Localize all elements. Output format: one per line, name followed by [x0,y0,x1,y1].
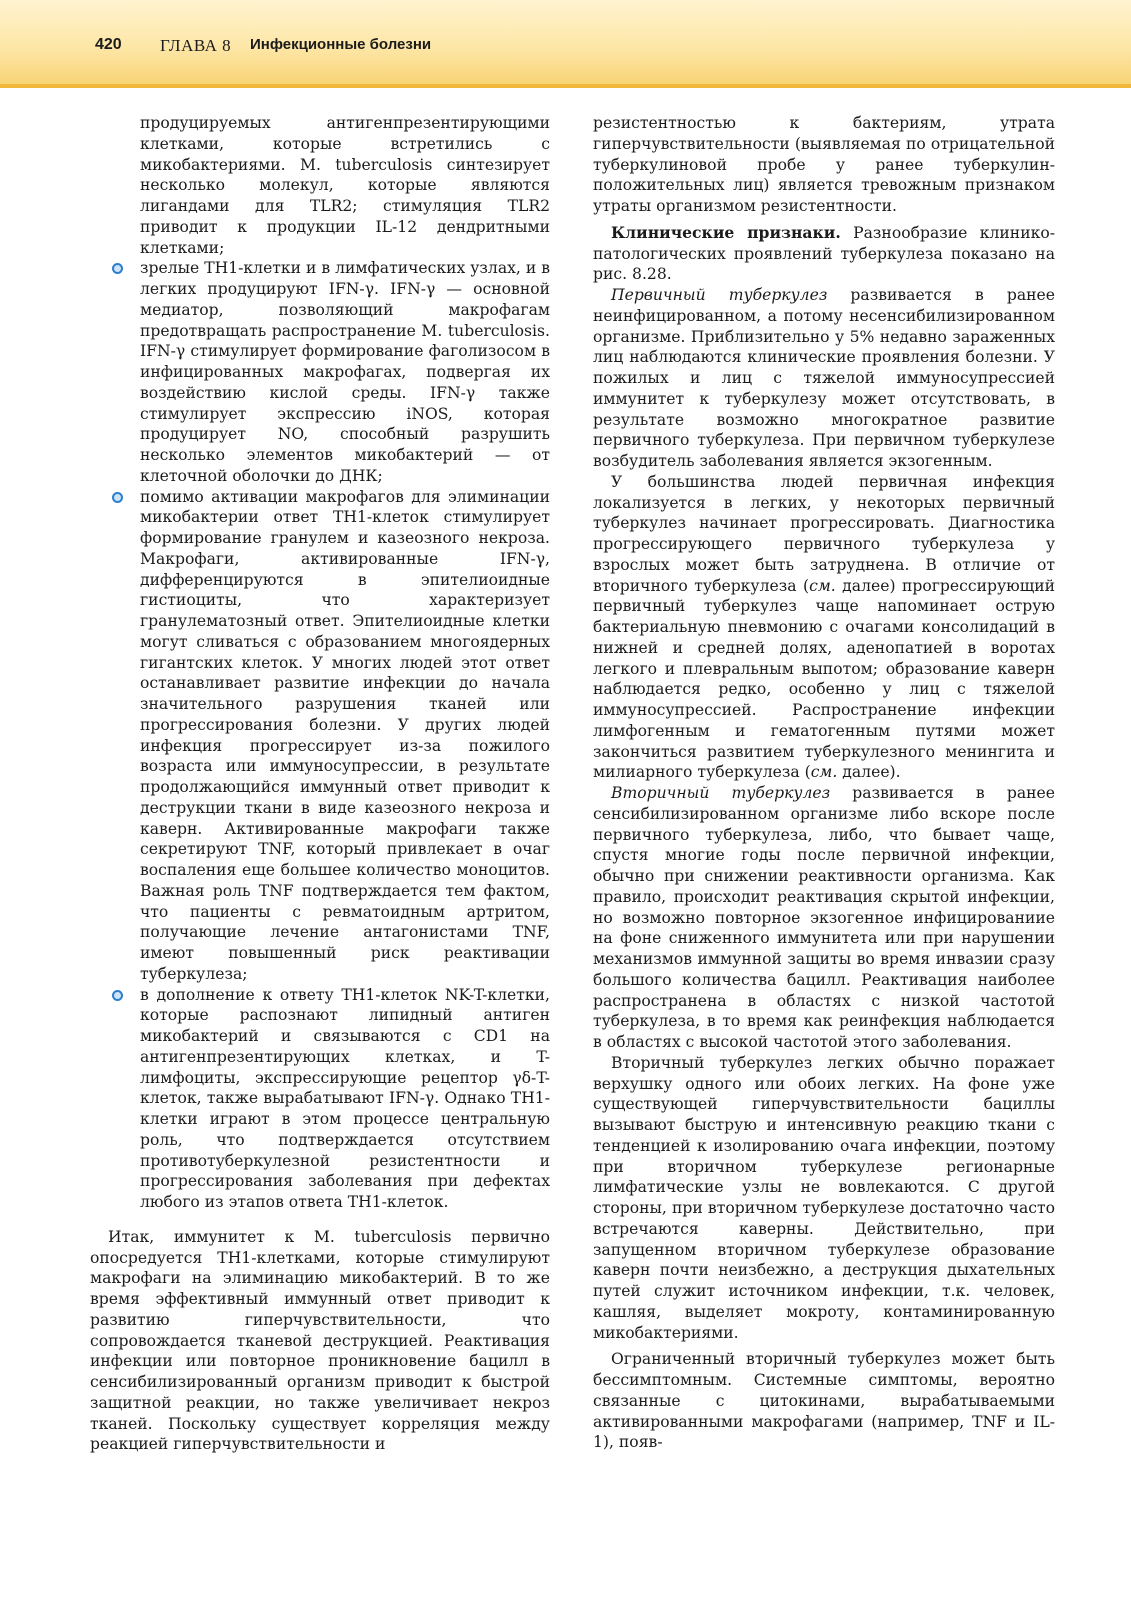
list-item [90,487,550,985]
bullet-icon [112,492,123,503]
continuation-paragraph: резистентностью к бактериям, утрата гиперчувствительности (выявляемая по отрицательной туберкулиновой пробе у ранее туберкулин-положительных лиц) является тревожным признаком утраты организмом резистентности. [593,114,1055,215]
page-number: 420 [95,36,122,53]
list-item-text: помимо активации макрофагов для элиминации микобактерии ответ TH1-клеток стимулирует формирование гранулем и казеозного некроза. Макрофаги, активированные IFN-γ, дифференцируются в эпителиоидные гистиоциты, что характеризует гранулематозный ответ. Эпителиоидные клетки могут сливаться с образованием многоядерных гигантских клеток. У многих людей этот ответ останавливает развитие инфекции до начала значительного разрушения тканей или прогрессирования болезни. У других людей инфекция прогрессирует из-за пожилого возраста или иммуносупрессии, в результате продолжающийся иммунный ответ приводит к деструкции ткани в виде казеозного некроза и каверн. Активированные макрофаги также секретируют TNF, который привлекает в очаг воспаления еще большее количество моноцитов. Важная роль TNF подтверждается тем фактом, что пациенты с ревматоидным артритом, получающие лечение антагонистами TNF, имеют повышенный риск реактивации туберкулеза; [140,487,550,983]
running-header [0,0,1131,88]
list-item-text: в дополнение к ответу TH1-клеток NK-T-клетки, которые распознают липидный антиген микобактерий и связываются с CD1 на антигенпрезентирующих клетках, и T-лимфоциты, экспрессирующие рецептор γδ-T-клеток, также вырабатывают IFN-γ. Однако TH1-клетки играют в этом процессе центральную роль, что подтверждается отсутствием противотуберкулезной резистентности и прогрессирования заболевания при дефектах любого из этапов ответа TH1-клеток. [140,985,550,1211]
spacer [90,1213,550,1227]
bullet-icon [112,263,123,274]
list-item [90,985,550,1213]
primary-term: Первичный туберкулез [611,286,828,304]
clinical-text: Разнообразие клинико-патологических проявлений туберкулеза показано на рис. 8.28. [593,223,1055,284]
see-ref: см. [810,763,838,782]
secondary-paragraph [593,783,1055,1053]
chapter-title: Инфекционные болезни [250,36,432,53]
secondary-text: развивается в ранее сенсибилизированном организме либо вскоре после первичного туберкулеза, либо, что бывает чаще, спустя многие годы после первичной инфекции, обычно при снижении реактивности организма. Как правило, происходит реактивация скрытой инфекции, но возможно повторное экзогенное инфицированиие на фоне сниженного иммунитета или при нарушении механизмов иммунной защиты во время инвазии сразу большого количества бацилл. Реактивация наиболее распространена в областях с низкой частотой туберкулеза, в то время как реинфекция наблюдается в областях с высокой частотой этого заболевания. [593,784,1055,1051]
majority-text-c: далее). [837,763,901,782]
majority-text-a: У большинства людей первичная инфекция локализуется в легких, у некоторых первичный туберкулез начинает прогрессировать. Диагностика прогрессирующего первичного туберкулеза у взрослых может быть затруднена. В отличие от вторичного туберкулеза ( [593,472,1055,595]
see-ref: см. [809,576,836,595]
clinical-paragraph [593,223,1055,285]
secondary-term: Вторичный туберкулез [611,784,831,802]
lung-paragraph: Вторичный туберкулез легких обычно поражает верхушку одного или обоих легких. На фоне уже существующей гиперчувствительности бациллы вызывают быструю и интенсивную реакцию ткани с тенденцией к изолированию очага инфекции, поэтому при вторичном туберкулезе регионарные лимфатические узлы не вовлекаются. С другой стороны, при вторичном туберкулезе достаточно часто встречаются каверны. Действительно, при запущенном вторичном туберкулезе образование каверн почти неизбежно, а деструкция дыхательных путей служит источником инфекции, т.к. человек, кашляя, выделяет мокроту, контаминированную микобактериями. [593,1053,1055,1342]
list-item [90,258,550,486]
primary-paragraph [593,285,1055,472]
clinical-heading: Клинические признаки. [611,222,841,242]
bullet-icon [112,990,123,1001]
bullet-list [90,258,550,1213]
list-item-text: зрелые TH1-клетки и в лимфатических узлах, и в легких продуцируют IFN-γ. IFN-γ — основной медиатор, позволяющий макрофагам предотвращать распространение M. tuberculosis. IFN-γ стимулирует формирование фаголизосом в инфицированных макрофагах, подвергая их воздействию кислой среды. IFN-γ также стимулирует экспрессию iNOS, которая продуцирует NO, способный разрушить несколько элементов микобактерий — от клеточной оболочки до ДНК; [140,259,550,485]
bullet-continuation: продуцируемых антигенпрезентирующими клетками, которые встретились с микобактериями. M. tuberculosis синтезирует несколько молекул, которые являются лигандами для TLR2; стимуляция TLR2 приводит к продукции IL-12 дендритными клетками; [140,114,550,257]
limited-paragraph: Ограниченный вторичный туберкулез может быть бессимптомным. Системные симптомы, вероятно связанные с цитокинами, вырабатываемыми активированными макрофагами (например, TNF и IL-1), появ- [593,1350,1055,1452]
summary-paragraph: Итак, иммунитет к M. tuberculosis первично опосредуется TH1-клетками, которые стимулируют макрофаги на элиминацию микобактерий. В то же время эффективный иммунный ответ приводит к развитию гиперчувствительности, что сопровождается тканевой деструкцией. Реактивация инфекции или повторное проникновение бацилл в сенсибилизированный организм приводит к быстрой защитной реакции, но также увеличивает некроз тканей. Поскольку существует корреляция между реакцией гиперчувствительности и [90,1227,550,1454]
chapter-label: ГЛАВА 8 [160,36,232,55]
left-column [90,113,550,1455]
majority-text-b: далее) прогрессирующий первичный туберкулез чаще напоминает острую бактериальную пневмонию с очагами консолидаций в нижней и средней долях, аденопатией в воротах легкого и плевральным выпотом; образование каверн наблюдается редко, особенно у лиц с тяжелой иммуносупрессией. Распространение инфекции лимфогенным и гематогенным путями может закончиться развитием туберкулезного менингита и милиарного туберкулеза ( [593,576,1056,782]
right-column [593,113,1055,1453]
majority-paragraph [593,472,1055,783]
primary-text: развивается в ранее неинфицированном, а потому несенсибилизированном организме. Приблизительно у 5% недавно зараженных лиц наблюдаются клинические проявления болезни. У пожилых и лиц с тяжелой иммуносупрессией иммунитет к туберкулезу может отсутствовать, в результате возможно многократное развитие первичного туберкулеза. При первичном туберкулезе возбудитель заболевания является экзогенным. [593,286,1055,470]
